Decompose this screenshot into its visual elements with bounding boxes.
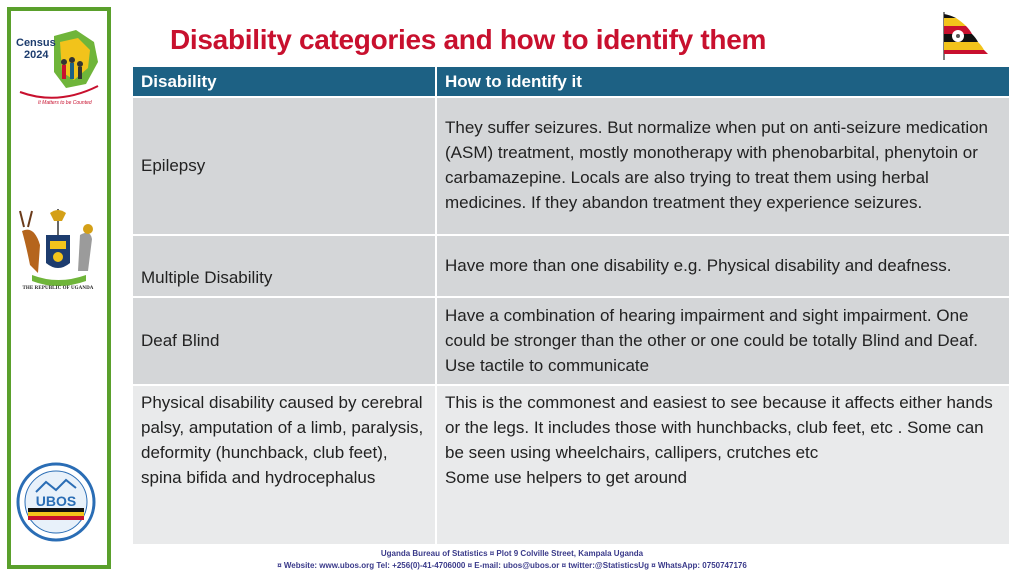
ubos-logo	[16, 462, 96, 542]
footer	[0, 548, 1024, 572]
cell-disability: Multiple Disability	[133, 235, 436, 297]
footer-line2: ¤ Website: www.ubos.org Tel: +256(0)-41-4706000 ¤ E-mail: ubos@ubos.or ¤ twitter:@StatisticsUg ¤ WhatsApp: 0750747176	[277, 561, 747, 570]
cell-how: Have a combination of hearing impairment and sight impairment. One could be stronger than the other or one could be totally Blind and Deaf. Use tactile to communicate	[436, 297, 1009, 385]
census-2024-logo	[14, 22, 102, 106]
table-row	[133, 97, 1009, 235]
cell-how	[436, 385, 1009, 544]
census-tagline: It Matters to be Counted	[38, 100, 92, 106]
cell-disability: Deaf Blind	[133, 297, 436, 385]
census-line1: Census	[16, 37, 56, 49]
cell-disability: Physical disability caused by cerebral palsy, amputation of a limb, paralysis, deformity (hunchback, club feet), spina bifida and hydrocephalus	[133, 385, 436, 544]
coat-of-arms-label: THE REPUBLIC OF UGANDA	[22, 286, 94, 291]
column-header-disability: Disability	[133, 67, 436, 97]
table-row	[133, 235, 1009, 297]
page-title: Disability categories and how to identify them	[170, 24, 767, 55]
census-line2: 2024	[24, 49, 49, 61]
cell-how-main: This is the commonest and easiest to see because it affects either hands or the legs. It includes those with hunchbacks, club feet, etc . Some can be seen using wheelchairs, callipers, crutches etc	[445, 393, 993, 462]
ubos-text: UBOS	[35, 493, 77, 509]
table-row	[133, 385, 1009, 544]
uganda-coat-of-arms-icon	[12, 205, 104, 293]
cell-how: They suffer seizures. But normalize when put on anti-seizure medication (ASM) treatment, mostly monotherapy with phenobarbital, phenytoin or carbamazepine. Locals are also trying to treat them using herbal medicines. If they abandon treatment they experience seizures.	[436, 97, 1009, 235]
uganda-flag-icon	[940, 10, 992, 62]
cell-disability: Epilepsy	[133, 97, 436, 235]
table-row	[133, 297, 1009, 385]
footer-line1: Uganda Bureau of Statistics ¤ Plot 9 Colville Street, Kampala Uganda	[380, 549, 644, 558]
disability-table	[133, 67, 1009, 544]
cell-how-extra: Some use helpers to get around	[445, 468, 687, 487]
table-header-row	[133, 67, 1009, 97]
cell-how: Have more than one disability e.g. Physical disability and deafness.	[436, 235, 1009, 297]
column-header-how: How to identify it	[436, 67, 1009, 97]
